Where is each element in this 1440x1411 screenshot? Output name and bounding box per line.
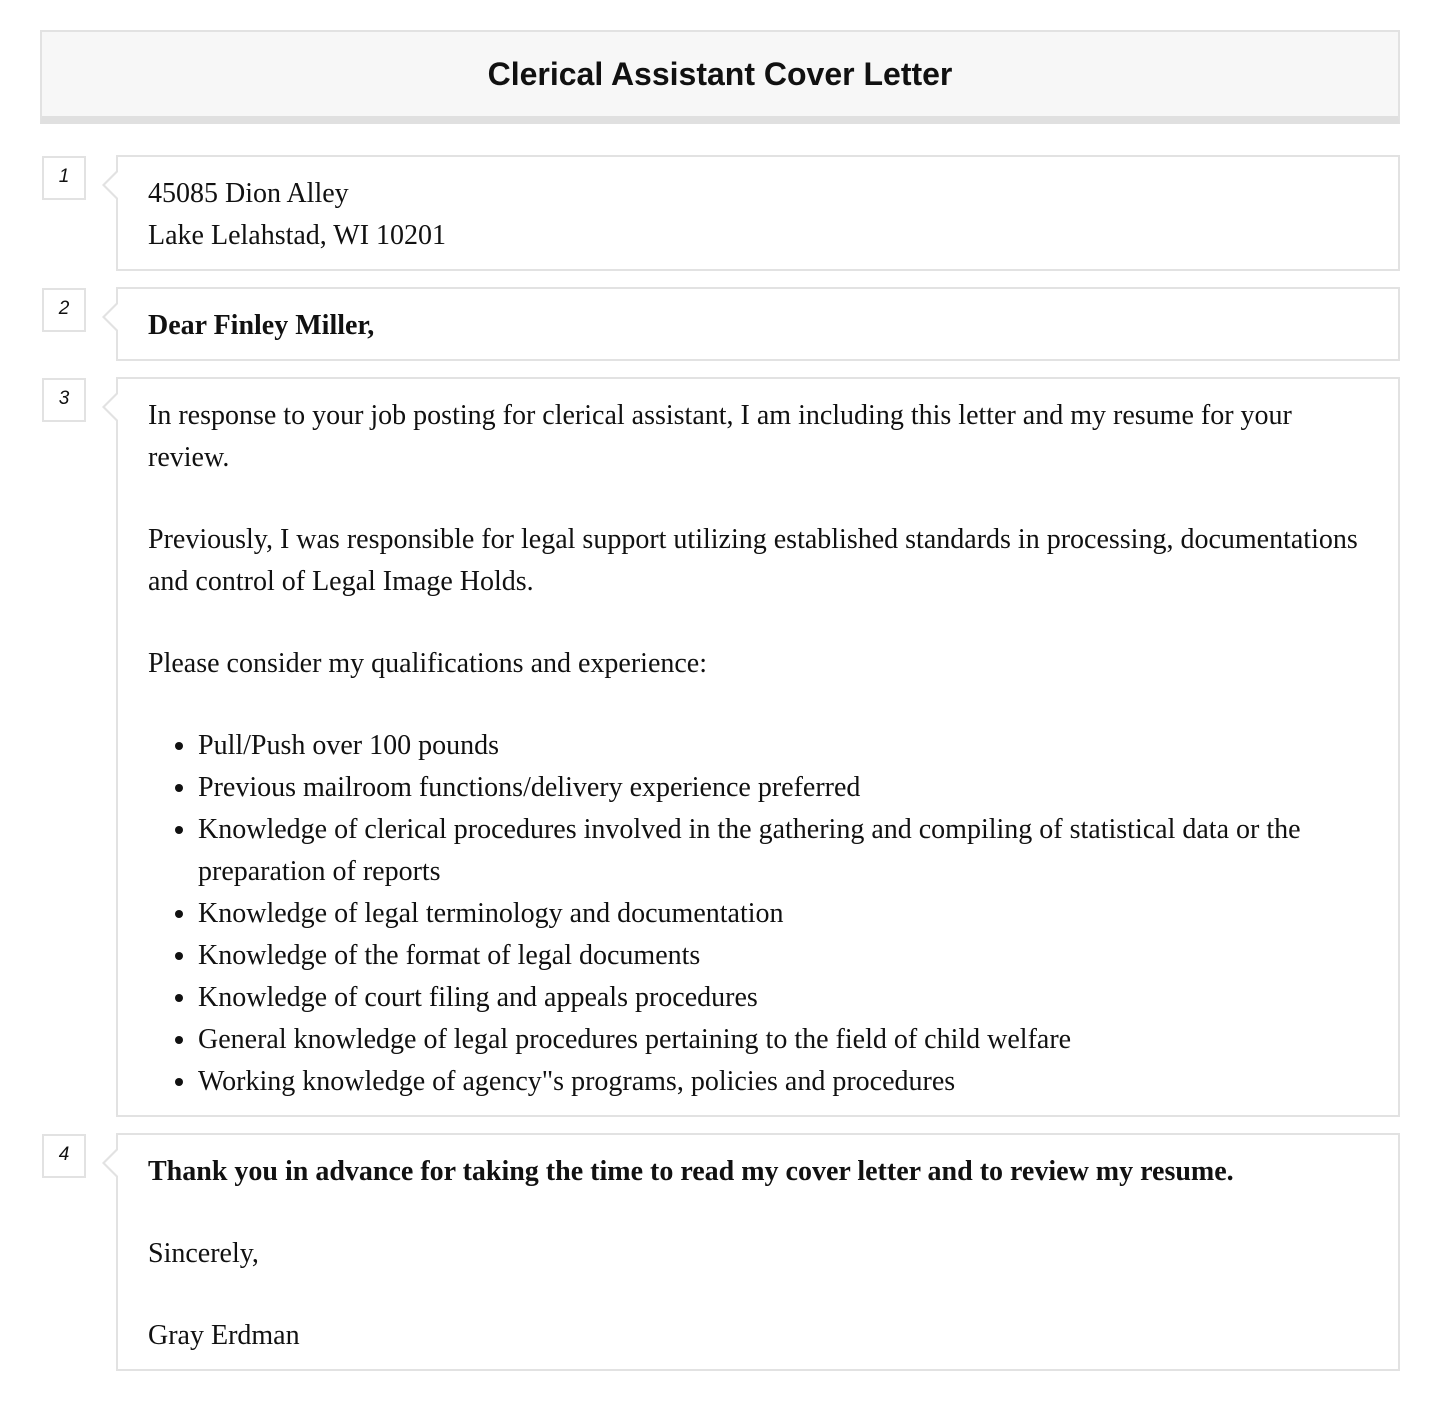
page-title: Clerical Assistant Cover Letter bbox=[487, 55, 953, 92]
sign-off: Sincerely, bbox=[148, 1238, 259, 1269]
body-paragraph-1: In response to your job posting for clerical assistant, I am including this letter and my resume for your review. bbox=[148, 400, 1292, 473]
closing-statement: Thank you in advance for taking the time to read my cover letter and to review my resume. bbox=[148, 1156, 1234, 1187]
list-item: • Knowledge of the format of legal documents bbox=[198, 935, 1368, 977]
body-box bbox=[116, 377, 1400, 1117]
list-item: • Knowledge of clerical procedures involved in the gathering and compiling of statistical data or the preparation of reports bbox=[198, 809, 1368, 893]
salutation: Dear Finley Miller, bbox=[148, 310, 375, 341]
section-number: 3 bbox=[42, 378, 86, 422]
signature-name: Gray Erdman bbox=[148, 1320, 300, 1351]
address-line-2: Lake Lelahstad, WI 10201 bbox=[148, 220, 447, 251]
list-item: • Pull/Push over 100 pounds bbox=[198, 725, 1368, 767]
page-header bbox=[40, 30, 1400, 124]
body-paragraph-2: Previously, I was responsible for legal support utilizing established standards in processing, documentations and control of Legal Image Holds. bbox=[148, 524, 1358, 597]
list-item: • Knowledge of legal terminology and documentation bbox=[198, 893, 1368, 935]
closing-box bbox=[116, 1133, 1400, 1371]
section-number: 1 bbox=[42, 156, 86, 200]
body-paragraph-3: Please consider my qualifications and experience: bbox=[148, 648, 708, 679]
list-item: • General knowledge of legal procedures pertaining to the field of child welfare bbox=[198, 1019, 1368, 1061]
section-number: 4 bbox=[42, 1134, 86, 1178]
address-line-1: 45085 Dion Alley bbox=[148, 178, 349, 209]
section-number: 2 bbox=[42, 288, 86, 332]
qualifications-list bbox=[148, 725, 1368, 1103]
list-item: • Previous mailroom functions/delivery experience preferred bbox=[198, 767, 1368, 809]
address-box bbox=[116, 155, 1400, 271]
salutation-box bbox=[116, 287, 1400, 361]
list-item: • Knowledge of court filing and appeals procedures bbox=[198, 977, 1368, 1019]
list-item: • Working knowledge of agency"s programs, policies and procedures bbox=[198, 1061, 1368, 1103]
